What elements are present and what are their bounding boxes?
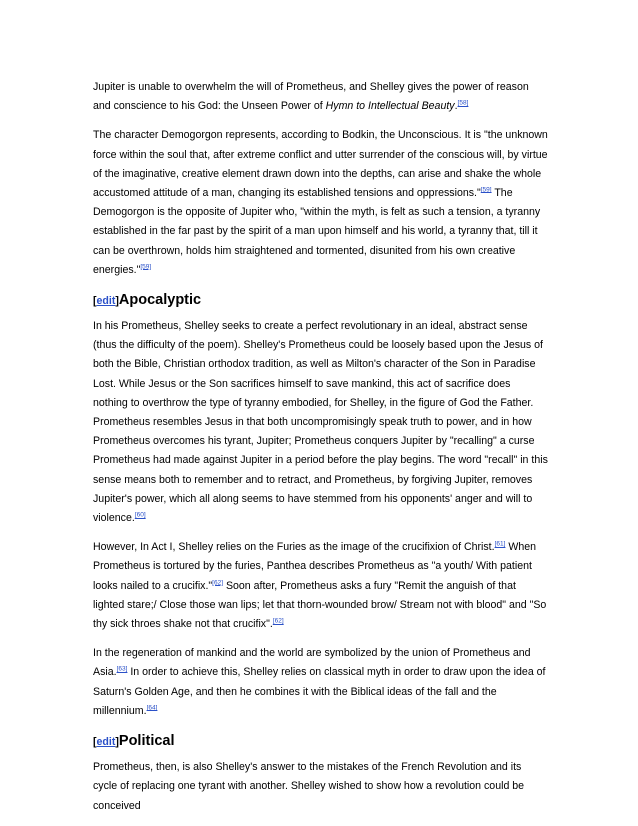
citation-link[interactable]: [62] [272, 617, 284, 625]
edit-section: [edit] [93, 736, 119, 749]
citation-link[interactable]: [59] [480, 186, 492, 194]
paragraph-jupiter: Jupiter is unable to overwhelm the will of Prometheus, and Shelley gives the power of reason and conscience to his God: the Unseen Power of Hymn to Intellectual Beauty.[58] [93, 81, 529, 113]
paragraph-regeneration: In the regeneration of mankind and the world are symbolized by the union of Prometheus and Asia.[63] In order to achieve this, Shelley relies on classical myth in order to draw upon the idea of Saturn's Golden Age, and then he combines it with the Biblical ideas of the fall and the millennium.[64] [93, 647, 546, 717]
document-body [93, 78, 548, 826]
edit-link[interactable]: edit [96, 295, 116, 308]
citation-link[interactable]: [62] [212, 579, 224, 587]
citation-link[interactable]: [58] [457, 99, 469, 107]
citation-link[interactable]: [64] [146, 704, 158, 712]
citation-link[interactable]: [61] [494, 540, 506, 548]
paragraph-demogorgon: The character Demogorgon represents, according to Bodkin, the Unconscious. It is "the unknown force within the soul that, after extreme conflict and utter surrender of the conscious will, by virtue of the imaginative, creative element drawn down into the depths, can arise and shake the whole accustomed attitude of a man, changing its established tensions and oppressions."[59] The Demogorgon is the opposite of Jupiter who, "within the myth, is felt as such a tension, a tyranny established in the far past by the spirit of a man upon himself and his world, a tyranny that, till it can be overthrown, holds him straightened and tormented, disunited from his own creative energies."[59] [93, 129, 548, 276]
citation-link[interactable]: [60] [134, 511, 146, 519]
edit-section: [edit] [93, 295, 119, 308]
paragraph-apocalyptic: In his Prometheus, Shelley seeks to create a perfect revolutionary in an ideal, abstract sense (thus the difficulty of the poem). Shelley's Prometheus could be loosely based upon the Jesus of both the Bible, Christian orthodox tradition, as well as Milton's character of the Son in Paradise Lost. While Jesus or the Son sacrifices himself to save mankind, this act of sacrifice does nothing to overthrow the type of tyranny embodied, for Shelley, in the figure of God the Father. Prometheus resembles Jesus in that both uncompromisingly speak truth to power, and in how Prometheus overcomes his tyrant, Jupiter; Prometheus conquers Jupiter by "recalling" a curse Prometheus had made against Jupiter in a period before the play begins. The word "recall" in this sense means both to remember and to retract, and Prometheus, by forgiving Jupiter, removes Jupiter's power, which all along seems to have stemmed from his opponents' anger and will to violence.[60] [93, 320, 548, 525]
paragraph-furies: However, In Act I, Shelley relies on the Furies as the image of the crucifixion of Christ.[61] When Prometheus is tortured by the furies, Panthea describes Prometheus as "a youth/ With patient looks nailed to a crucifix."[62] Soon after, Prometheus asks a fury "Remit the anguish of that lighted stare;/ Close those wan lips; let that thorn-wounded brow/ Stream not with blood" and "So thy sick throes shake not that crucifix".[62] [93, 540, 547, 631]
citation-link[interactable]: [63] [116, 665, 128, 673]
section-title: Political [118, 733, 175, 750]
poem-title: Hymn to Intellectual Beauty [325, 100, 455, 113]
section-heading-apocalyptic [93, 290, 548, 311]
section-title: Apocalyptic [118, 292, 202, 309]
paragraph-political: Prometheus, then, is also Shelley's answer to the mistakes of the French Revolution and its cycle of replacing one tyrant with another. Shelley wished to show how a revolution could be conceived [93, 761, 525, 812]
section-heading-political [93, 731, 548, 752]
edit-link[interactable]: edit [96, 736, 116, 749]
citation-link[interactable]: [59] [140, 263, 152, 271]
